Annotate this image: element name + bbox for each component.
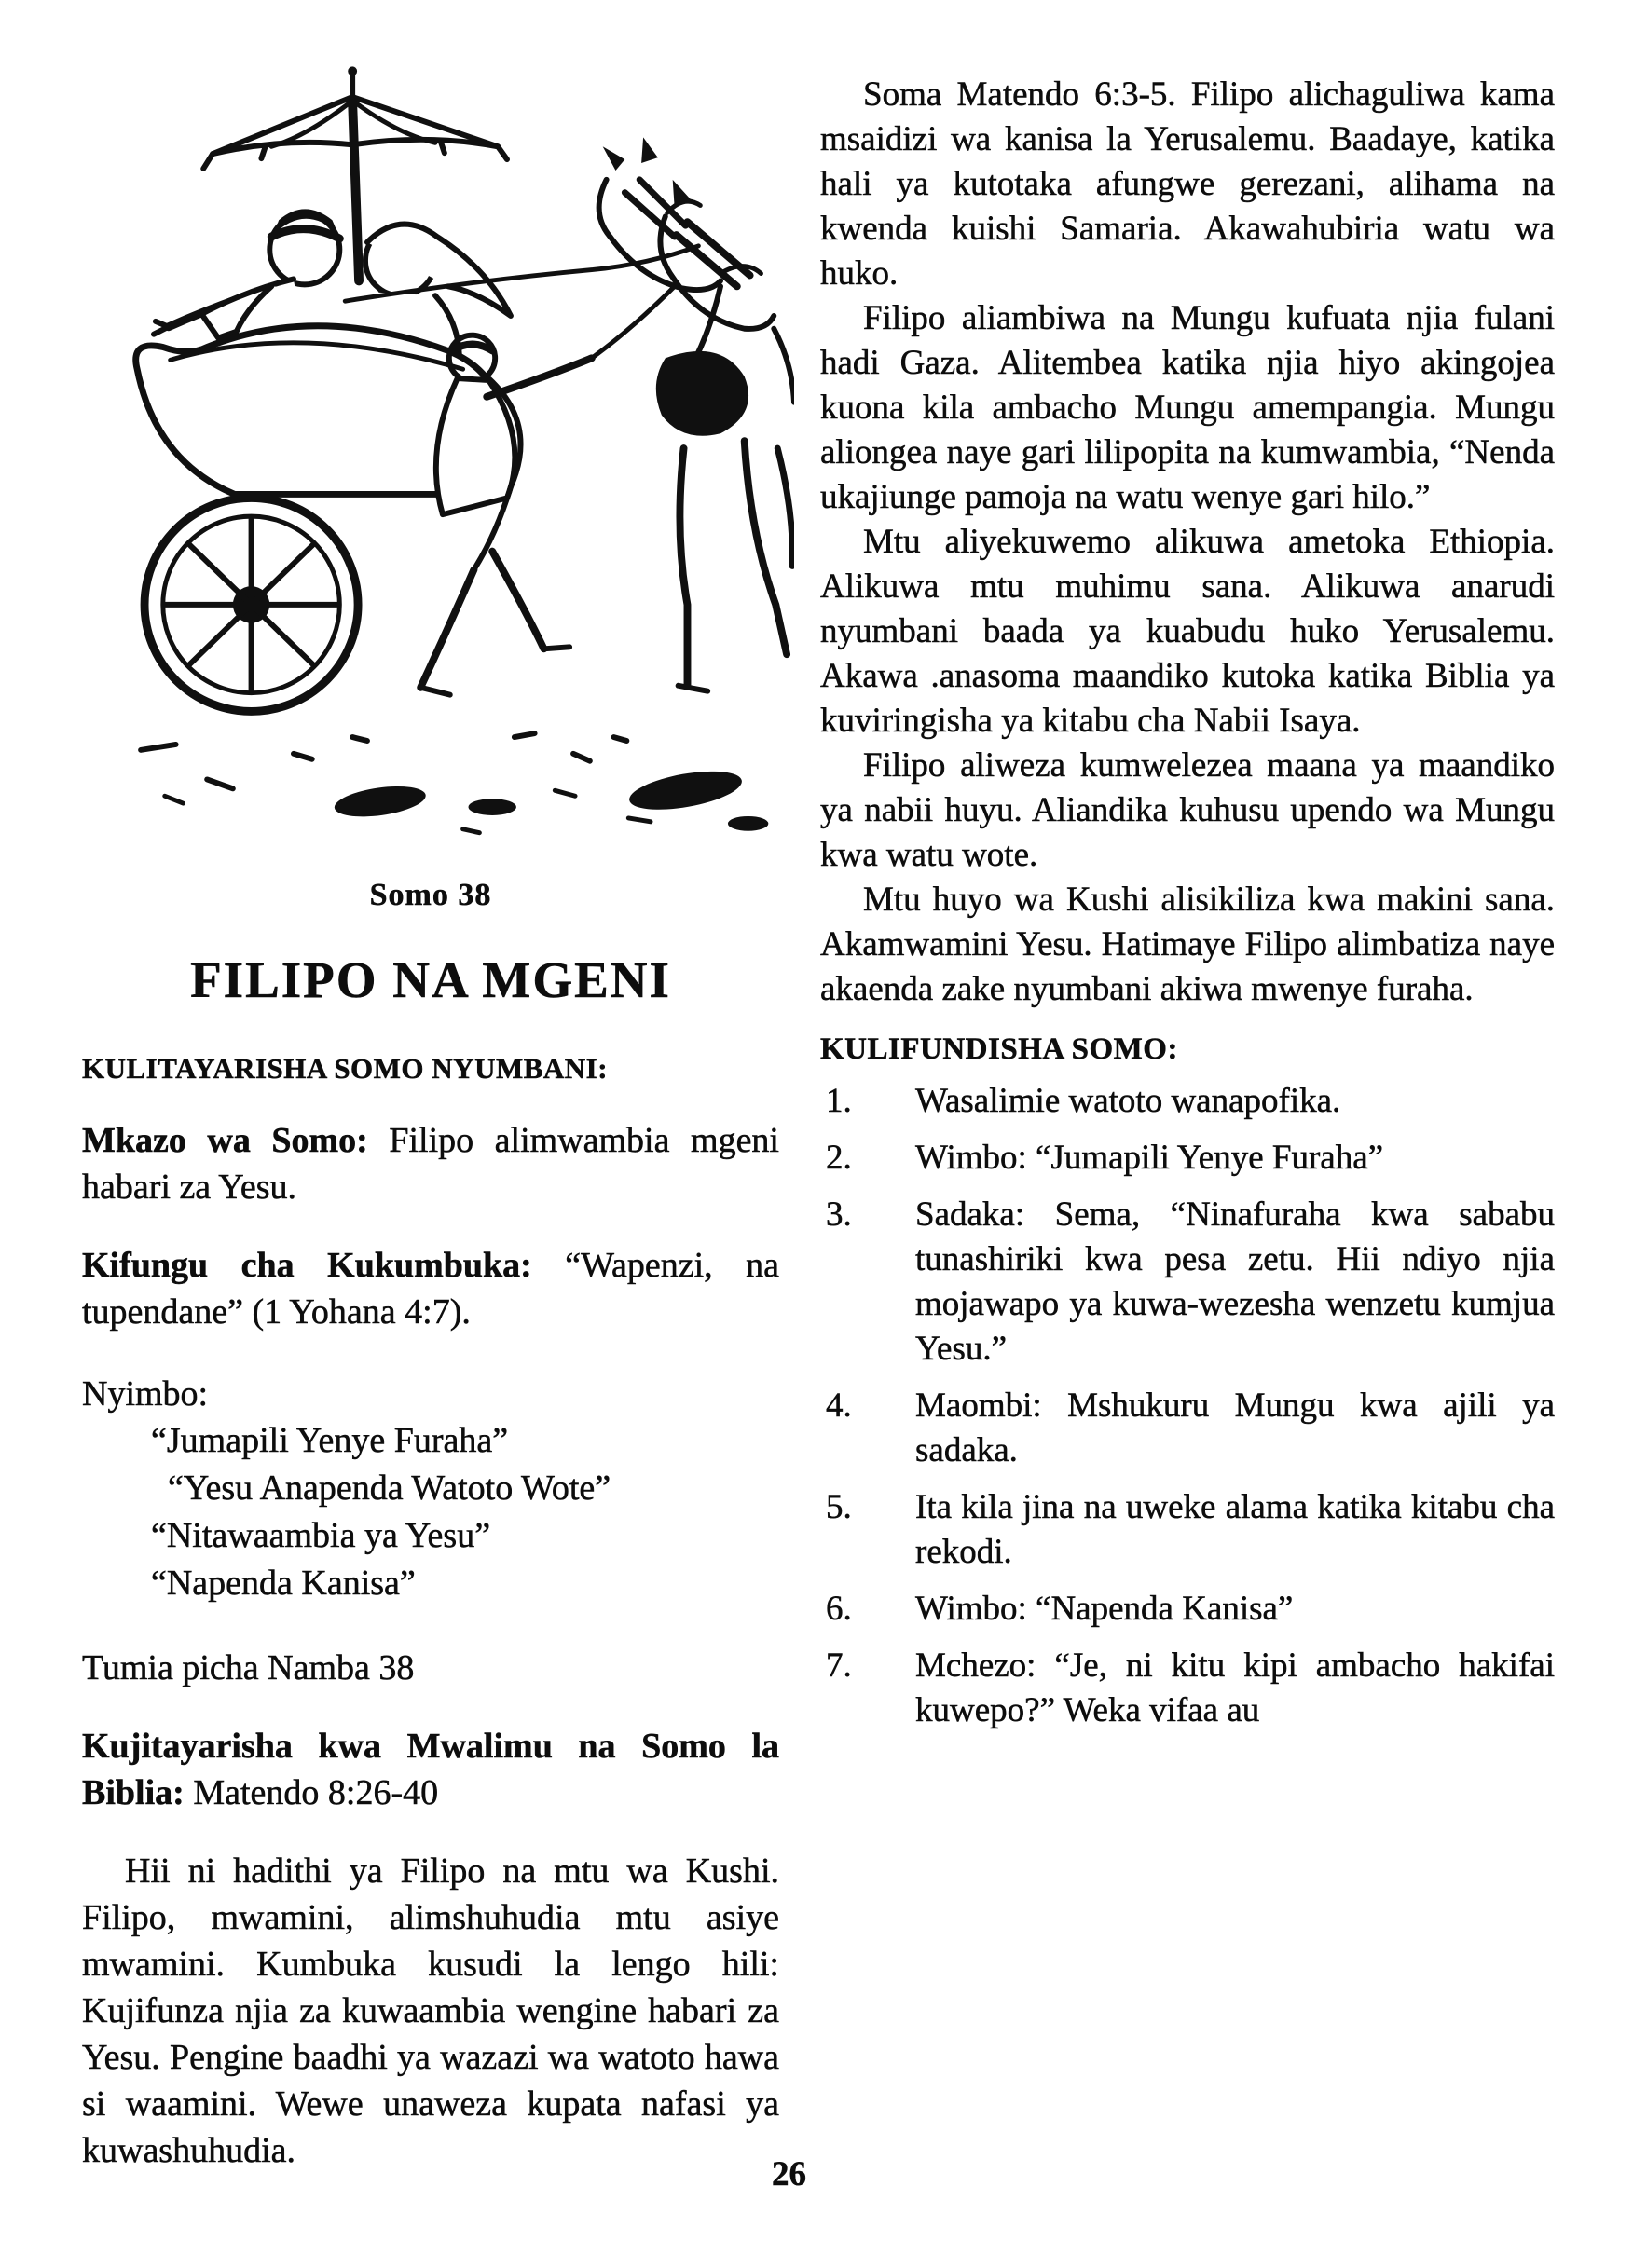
left-column [82,54,779,2174]
teacher-prep-paragraph [82,1723,779,1816]
teaching-step [820,1587,1555,1632]
page-number: 26 [772,2155,806,2193]
focus-paragraph [82,1117,779,1210]
teaching-step [820,1136,1555,1181]
song-title: “Napenda Kanisa” [151,1564,416,1603]
song-title: “Nitawaambia ya Yesu” [151,1516,491,1555]
step-number: 7. [826,1646,852,1685]
lesson-number-caption: Somo 38 [369,878,492,912]
page-title: FILIPO NA MGENI [190,951,671,1008]
right-column [820,73,1555,1733]
teaching-step [820,1644,1555,1733]
teacher-prep-text: Matendo 8:26-40 [193,1773,439,1812]
teaching-step [820,1079,1555,1124]
teaching-step [820,1485,1555,1575]
story-paragraph: Filipo aliweza kumwelezea maana ya maandiko ya nabii huyu. Aliandika kuhusu upendo wa Mungu kwa watu wote. [820,746,1555,874]
step-text: Maombi: Mshukuru Mungu kwa ajili ya sadaka. [915,1387,1555,1469]
teaching-step [820,1193,1555,1372]
step-text: Ita kila jina na uweke alama katika kitabu cha rekodi. [915,1488,1555,1571]
teaching-heading: KULIFUNDISHA SOMO: [820,1032,1178,1066]
step-text: Sadaka: Sema, “Ninafuraha kwa sababu tunashiriki kwa pesa zetu. Hii ndiyo njia mojawapo ya kuwa-wezesha wenzetu kumjua Yesu.” [915,1195,1555,1368]
focus-label: Mkazo wa Somo: [82,1121,368,1160]
step-number: 3. [826,1195,852,1234]
memory-verse-text: “Wapenzi, na tupendane” (1 Yohana 4:7). [82,1246,779,1332]
step-text: Wimbo: “Jumapili Yenye Furaha” [915,1139,1384,1177]
song-title: “Yesu Anapenda Watoto Wote” [168,1469,611,1508]
intro-paragraph: Hii ni hadithi ya Filipo na mtu wa Kushi. Filipo, mwamini, alimshuhudia mtu asiye mwamini. Kumbuka kusudi la lengo hili: Kujifunza njia za kuwaambia wengine habari za Yesu. Pengine baadhi ya wazazi wa watoto hawa si waamini. Wewe unaweza kupata nafasi ya kuwashuhudia. [82,1851,779,2170]
chariot-scene-illustration [76,54,794,854]
story-paragraph: Mtu huyo wa Kushi alisikiliza kwa makini sana. Akamwamini Yesu. Hatimaye Filipo alimbatiza naye akaenda zake nyumbani akiwa mwenye furaha. [820,881,1555,1008]
step-text: Wasalimie watoto wanapofika. [915,1082,1341,1120]
song-list [151,1417,779,1607]
home-prep-heading: KULITAYARISHA SOMO NYUMBANI: [82,1052,609,1085]
step-number: 6. [826,1590,852,1628]
story-paragraph: Soma Matendo 6:3-5. Filipo alichaguliwa kama msaidizi wa kanisa la Yerusalemu. Baadaye, katika hali ya kutotaka afungwe gerezani, alihama na kwenda kuishi Samaria. Akawahubiria watu wa huko. [820,75,1555,293]
story-paragraph: Filipo aliambiwa na Mungu kufuata njia fulani hadi Gaza. Alitembea katika njia hiyo akingojea kuona kila ambacho Mungu amempangia. Mungu aliongea naye gari lilipopita na kumwambia, “Nenda ukajiunge pamoja na watu wenye gari hilo.” [820,299,1555,516]
story-paragraph: Mtu aliyekuwemo alikuwa ametoka Ethiopia. Alikuwa mtu muhimu sana. Alikuwa anarudi nyumbani baada ya kuabudu huko Yerusalemu. Akawa .anasoma maandiko kutoka katika Biblia ya kuviringisha ya kitabu cha Nabii Isaya. [820,523,1555,740]
teacher-prep-label: Kujitayarisha kwa Mwalimu na Somo la Biblia: [82,1727,779,1812]
step-number: 2. [826,1139,852,1177]
picture-note: Tumia picha Namba 38 [82,1648,415,1687]
songs-label: Nyimbo: [82,1374,209,1414]
step-number: 5. [826,1488,852,1526]
memory-verse-label: Kifungu cha Kukumbuka: [82,1246,532,1285]
memory-verse-paragraph [82,1242,779,1335]
step-text: Mchezo: “Je, ni kitu kipi ambacho hakifai kuwepo?” Weka vifaa au [915,1646,1555,1729]
step-number: 1. [826,1082,852,1120]
song-title: “Jumapili Yenye Furaha” [151,1421,509,1460]
step-number: 4. [826,1387,852,1425]
focus-text: Filipo alimwambia mgeni habari za Yesu. [82,1121,779,1207]
teaching-step [820,1384,1555,1473]
step-text: Wimbo: “Napenda Kanisa” [915,1590,1294,1628]
